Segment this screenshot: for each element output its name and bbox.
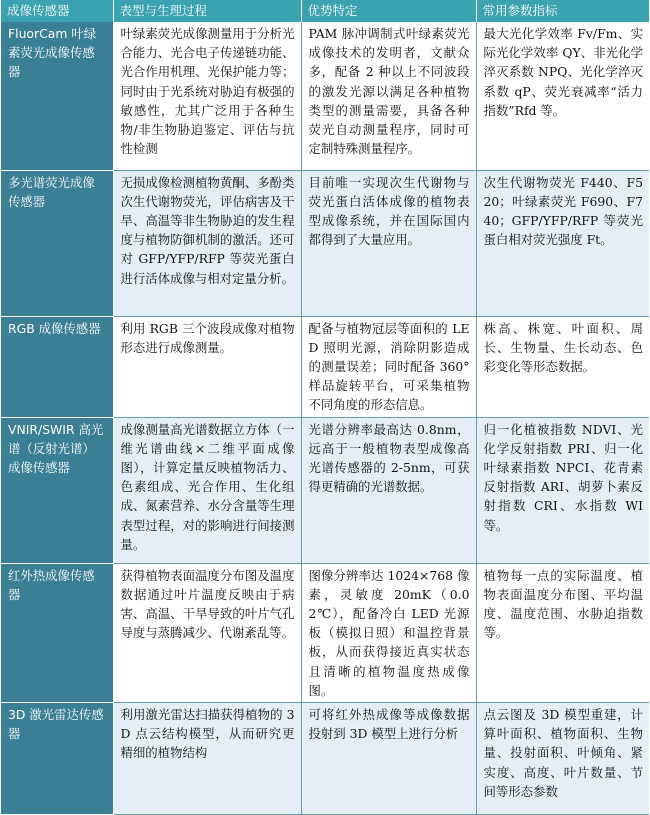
- table-row: [1, 702, 649, 814]
- sensor-name: 3D 激光雷达传感器: [1, 702, 113, 814]
- sensor-name: VNIR/SWIR 高光谱（反射光谱）成像传感器: [1, 417, 113, 563]
- parameters-cell: 次生代谢物荧光 F440、F520；叶绿素荧光 F690、F740；GFP/YFP/RFP 等荧光蛋白相对荧光强度 Ft。: [476, 170, 649, 316]
- table-row: [1, 417, 649, 563]
- phenotype-cell: 成像测量高光谱数据立方体（一维光谱曲线×二维平面成像图），计算定量反映植物活力、色素组成、光合作用、生化组成、氮素营养、水分含量等生理表型过程，对的影响进行间接测量。: [113, 417, 301, 563]
- phenotype-cell: 利用 RGB 三个波段成像对植物形态进行成像测量。: [113, 316, 301, 417]
- advantage-cell: PAM 脉冲调制式叶绿素荧光成像技术的发明者，文献众多，配备 2 种以上不同波段的激发光源以满足各种植物类型的测量需要，具备各种荧光自动测量程序，同时可定制特殊测量程序。: [301, 22, 476, 170]
- sensor-name: RGB 成像传感器: [1, 316, 113, 417]
- table-row: [1, 563, 649, 702]
- advantage-cell: 可将红外热成像等成像数据投射到 3D 模型上进行分析: [301, 702, 476, 814]
- table-row: [1, 316, 649, 417]
- parameters-cell: 最大光化学效率 Fv/Fm、实际光化学效率 QY、非光化学淬灭系数 NPQ、光化学淬灭系数 qP、荧光衰减率“活力指数”Rfd 等。: [476, 22, 649, 170]
- parameters-cell: 点云图及 3D 模型重建，计算叶面积、植物面积、生物量、投射面积、叶倾角、紧实度、高度、叶片数量、节间等形态参数: [476, 702, 649, 814]
- table-header: [1, 0, 649, 22]
- advantage-cell: 图像分辨率达 1024×768 像素，灵敏度 20mK（0.02℃），配备冷白 LED 光源板（模拟日照）和温控背景板，从而获得接近真实状态且清晰的植物温度热成像图。: [301, 563, 476, 702]
- header-parameters: 常用参数指标: [476, 0, 649, 22]
- parameters-cell: 植物每一点的实际温度、植物表面温度分布图、平均温度、温度范围、水胁迫指数等。: [476, 563, 649, 702]
- phenotype-cell: 叶绿素荧光成像测量用于分析光合能力、光合电子传递链功能、光合作用机理、光保护能力等；同时由于光系统对胁迫有极强的敏感性，尤其广泛用于各种生物/非生物胁迫鉴定、评估与抗性检测: [113, 22, 301, 170]
- sensor-name: 多光谱荧光成像传感器: [1, 170, 113, 316]
- header-sensor: 成像传感器: [1, 0, 113, 22]
- phenotype-cell: 获得植物表面温度分布图及温度数据通过叶片温度反映由于病害、高温、干旱导致的叶片气孔导度与蒸腾减少、代谢紊乱等。: [113, 563, 301, 702]
- table-row: [1, 22, 649, 170]
- sensor-name: 红外热成像传感器: [1, 563, 113, 702]
- advantage-cell: 目前唯一实现次生代谢物与荧光蛋白活体成像的植物表型成像系统，并在国际国内都得到了大量应用。: [301, 170, 476, 316]
- phenotype-cell: 无损成像检测植物黄酮、多酚类次生代谢物荧光，评估病害及干旱、高温等非生物胁迫的发生程度与植物防御机制的激活。还可对 GFP/YFP/RFP 等荧光蛋白进行活体成像与相对定量分析。: [113, 170, 301, 316]
- advantage-cell: 光谱分辨率最高达 0.8nm，远高于一般植物表型成像高光谱传感器的 2-5nm，可获得更精确的光谱数据。: [301, 417, 476, 563]
- sensor-name: FluorCam 叶绿素荧光成像传感器: [1, 22, 113, 170]
- table-row: [1, 170, 649, 316]
- parameters-cell: 株高、株宽、叶面积、周长、生物量、生长动态、色彩变化等形态数据。: [476, 316, 649, 417]
- parameters-cell: 归一化植被指数 NDVI、光化学反射指数 PRI、归一化叶绿素指数 NPCI、花青素反射指数 ARI、胡萝卜素反射指数 CRI、水指数 WI 等。: [476, 417, 649, 563]
- header-phenotype: 表型与生理过程: [113, 0, 301, 22]
- sensor-comparison-table: [1, 0, 649, 815]
- phenotype-cell: 利用激光雷达扫描获得植物的 3D 点云结构模型，从而研究更精细的植物结构: [113, 702, 301, 814]
- header-advantage: 优势特定: [301, 0, 476, 22]
- advantage-cell: 配备与植物冠层等面积的 LED 照明光源，消除阴影造成的测量误差；同时配备 360°样品旋转平台，可采集植物不同角度的形态信息。: [301, 316, 476, 417]
